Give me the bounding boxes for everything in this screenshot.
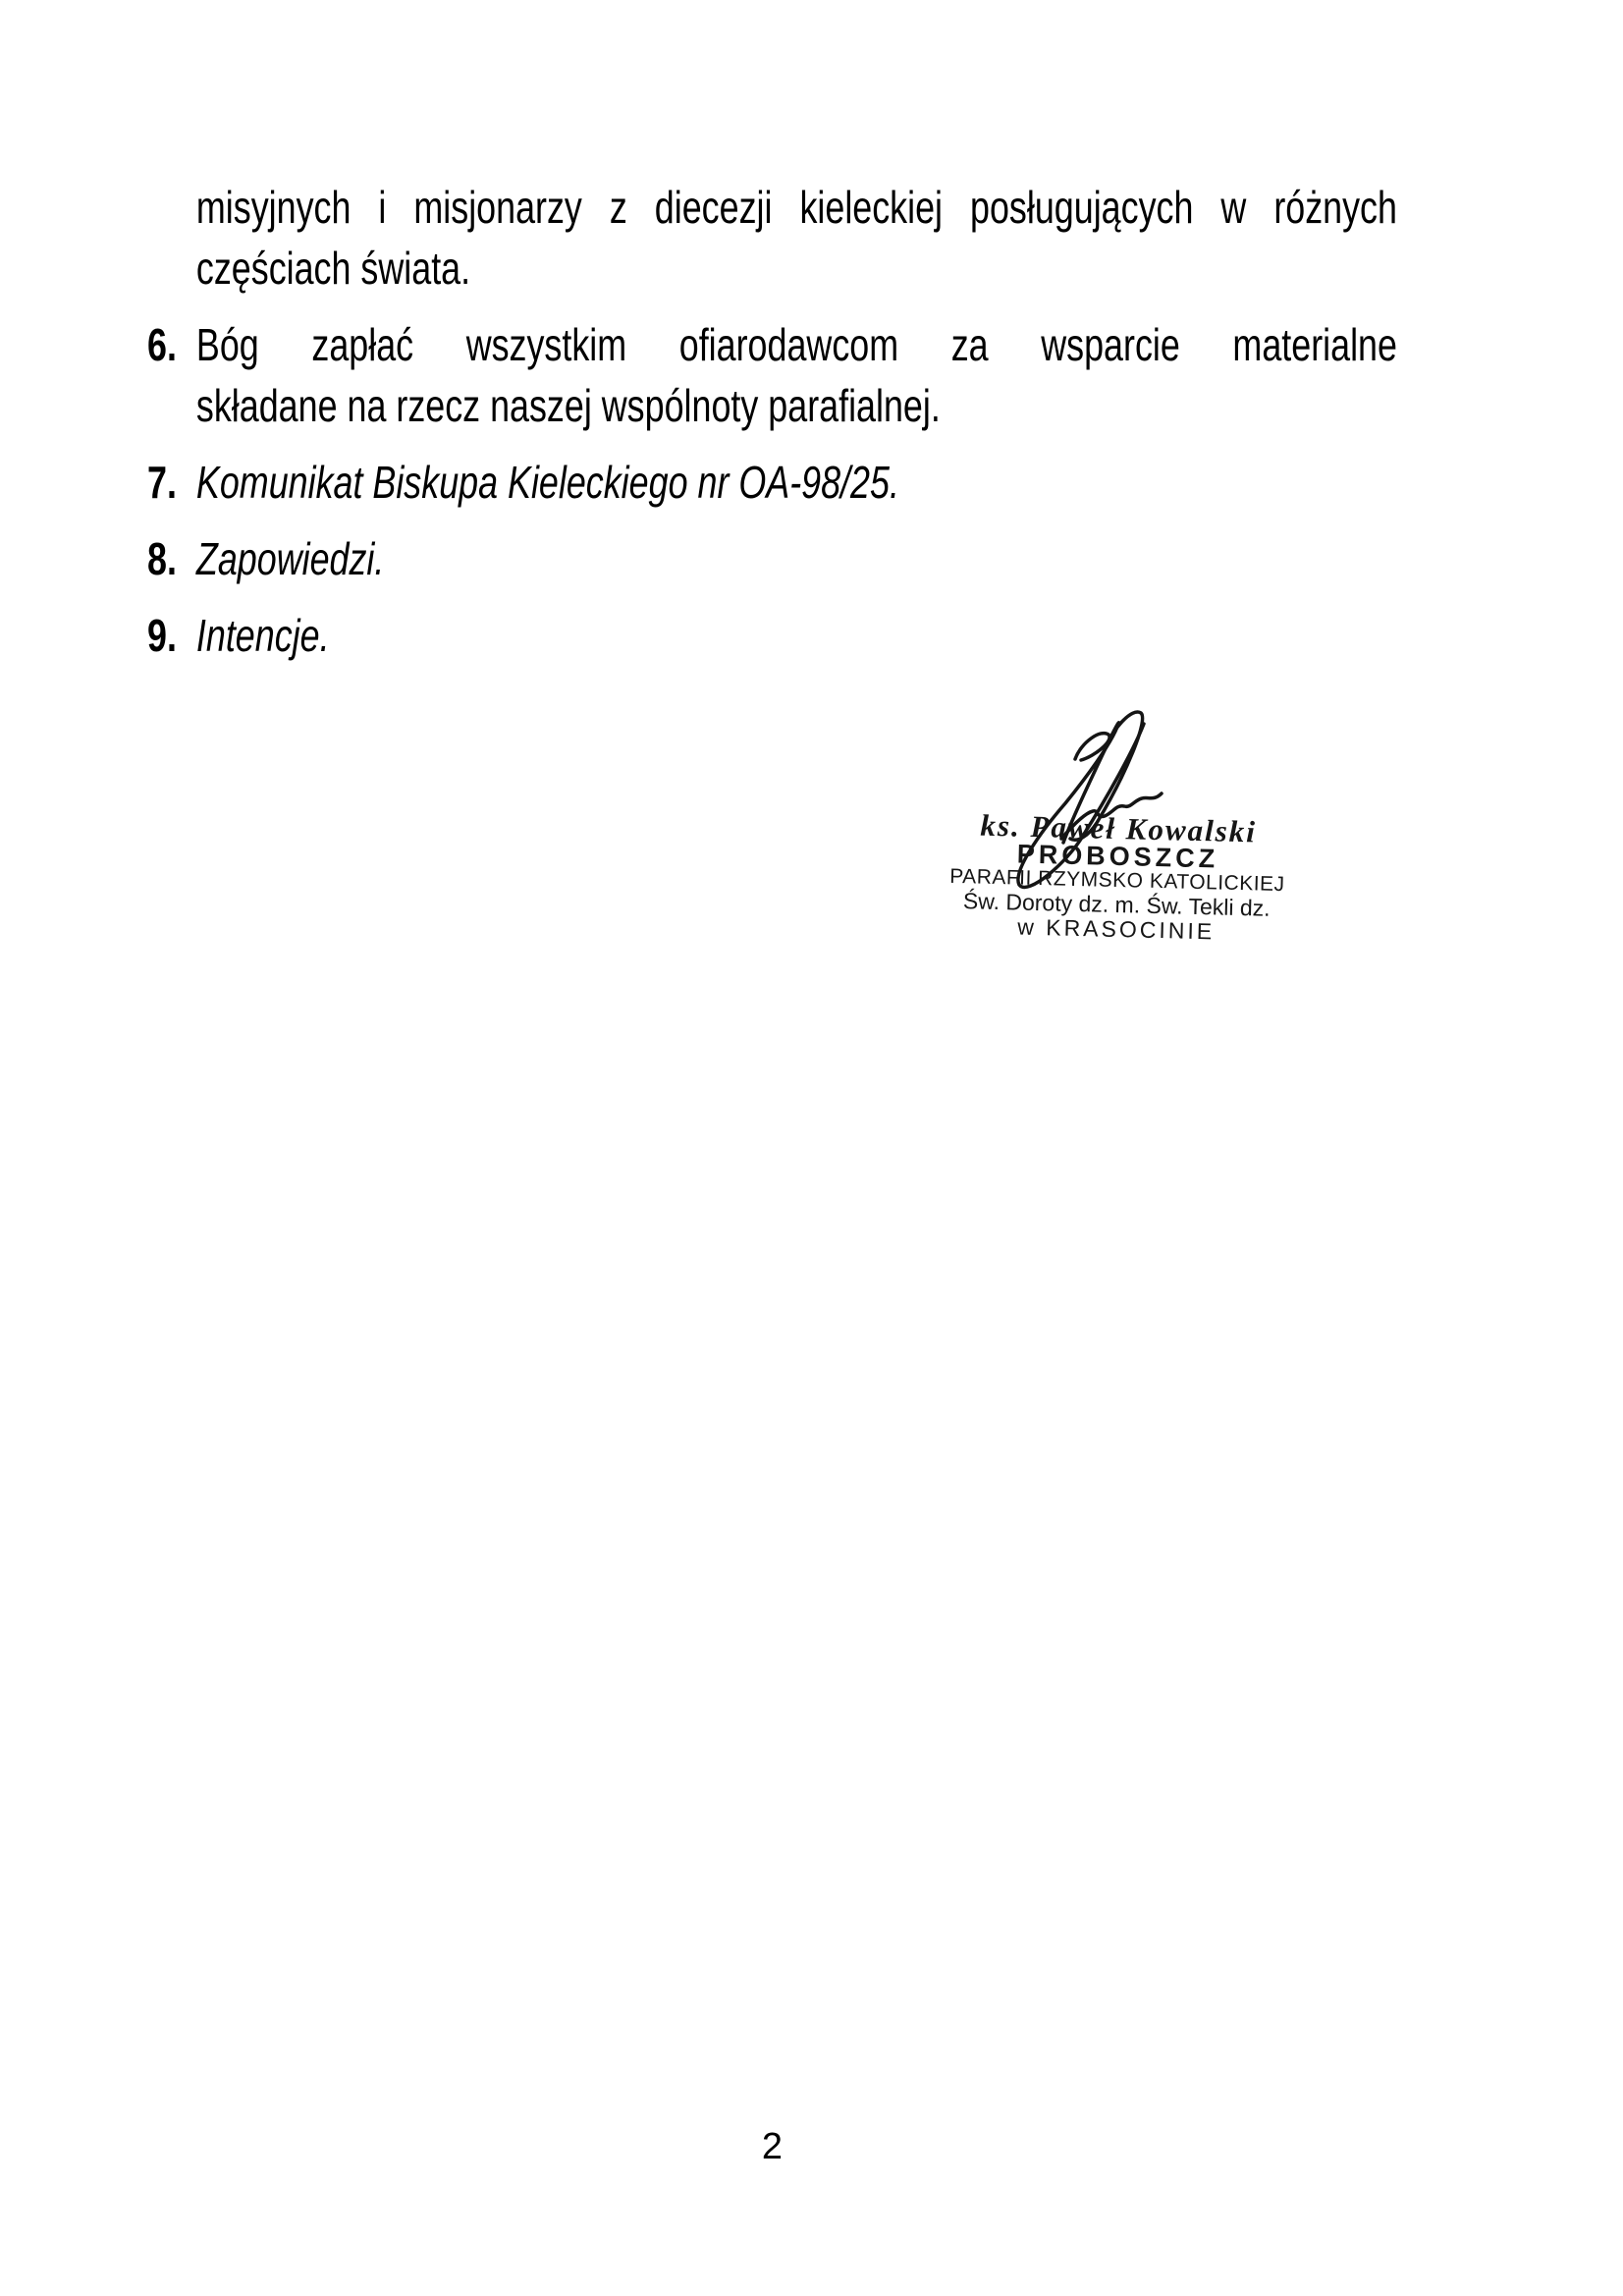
parish-stamp [939, 809, 1295, 947]
document-body [147, 177, 1397, 682]
list-item-text [196, 528, 1397, 589]
page-number: 2 [761, 2126, 784, 2167]
stamp-priest-name: ks. Paweł Kowalski [980, 807, 1258, 849]
stamp-parish-line: Św. Doroty dz. m. Św. Tekli dz. [962, 888, 1271, 921]
list-item-text [196, 605, 1397, 666]
paragraph-line: Zapowiedzi. [195, 533, 385, 584]
stamp-place-line: w KRASOCINIE [1016, 913, 1216, 945]
paragraph-line: częściach świata. [195, 243, 471, 294]
stamp-title: PROBOSZCZ [1016, 839, 1219, 874]
stamp-parish-line: PARAFII RZYMSKO KATOLICKIEJ [948, 864, 1285, 897]
list-item-number: 8. [147, 533, 177, 584]
list-item-6 [147, 314, 1397, 436]
continuation-paragraph [147, 177, 1397, 299]
list-item-8 [147, 528, 1397, 589]
paragraph-line: Komunikat Biskupa Kieleckiego nr OA-98/25. [195, 457, 899, 508]
list-item-text [196, 314, 1397, 436]
list-item-9 [147, 605, 1397, 666]
paragraph-line: Bóg zapłać wszystkim ofiarodawcom za wsparcie materialne [195, 319, 1397, 370]
paragraph-line: składane na rzecz naszej wspólnoty parafialnej. [195, 380, 941, 431]
list-item-text [196, 452, 1397, 513]
list-item-number: 9. [147, 610, 177, 661]
list-item-number: 7. [147, 457, 177, 508]
list-item-7 [147, 452, 1397, 513]
paragraph-line: Intencje. [195, 610, 330, 661]
paragraph-line: misyjnych i misjonarzy z diecezji kieleckiej posługujących w różnych [195, 182, 1397, 233]
list-item-number: 6. [147, 319, 177, 370]
